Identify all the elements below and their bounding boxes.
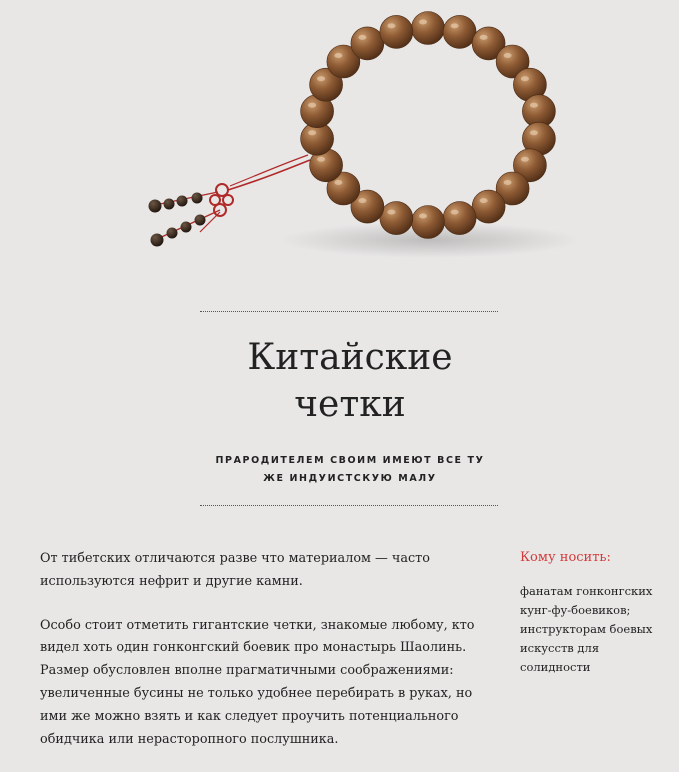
bead-highlight [317, 157, 325, 162]
title-line-1: Китайские [247, 337, 453, 378]
sidebar-heading: Кому носить: [520, 550, 611, 565]
counter-bead [167, 228, 178, 239]
title-line-2: четки [294, 384, 406, 425]
sidebar [520, 548, 670, 677]
cord [230, 155, 308, 186]
bead-highlight [451, 210, 459, 215]
bead-highlight [480, 198, 488, 203]
bead-highlight [387, 23, 395, 28]
bead-highlight [334, 53, 342, 58]
bead [443, 15, 476, 48]
paragraph-2: Особо стоит отметить гигантские четки, знакомые любому, кто видел хоть один гонконгский боевик про монастырь Шаолинь. Размер обусловлен вполне прагматичными соображениями: увеличенные бусины не только удобнее перебирать в руках, но ими же можно взять и как следует проучить потенциального обидчика или нерасторопного послушника. [40, 617, 475, 747]
bead-highlight [334, 180, 342, 185]
sidebar-item: фанатам гонконгских кунг-фу-боевиков; [520, 584, 653, 617]
bead-highlight [451, 23, 459, 28]
bead-highlight [419, 20, 427, 25]
bead [380, 202, 413, 235]
bead-highlight [358, 198, 366, 203]
bead [443, 202, 476, 235]
bead [472, 190, 505, 223]
bead [412, 206, 445, 239]
counter-bead [181, 222, 192, 233]
bead-highlight [504, 53, 512, 58]
counter-bead [195, 215, 206, 226]
counter-bead [149, 200, 162, 213]
bead [412, 12, 445, 45]
bead-highlight [480, 35, 488, 40]
bead-highlight [521, 157, 529, 162]
bead-highlight [308, 130, 316, 135]
article-body [40, 548, 480, 772]
bead [351, 27, 384, 60]
bead-highlight [419, 214, 427, 219]
bead-highlight [530, 103, 538, 108]
bead-highlight [358, 35, 366, 40]
sidebar-list [520, 582, 670, 677]
subtitle [195, 452, 505, 488]
bead-highlight [504, 180, 512, 185]
page-title [150, 334, 550, 428]
bead-highlight [308, 103, 316, 108]
subtitle-line-2: ЖЕ ИНДУИСТСКУЮ МАЛУ [263, 473, 437, 484]
paragraph-1: От тибетских отличаются разве что материалом — часто используются нефрит и другие камни. [40, 551, 430, 589]
counter-bead [192, 193, 203, 204]
bead-highlight [521, 76, 529, 81]
bead-ring [301, 12, 556, 239]
bead-highlight [530, 130, 538, 135]
counter-bead [164, 199, 175, 210]
counter-bead [177, 196, 188, 207]
bead-highlight [317, 76, 325, 81]
divider-top [200, 311, 498, 312]
cord [228, 160, 310, 190]
hero-image [0, 0, 679, 300]
sidebar-item: инструкторам боевых искусств для солидности [520, 622, 653, 674]
divider-bottom [200, 505, 498, 506]
prayer-beads-illustration [0, 0, 679, 300]
counter-bead [151, 234, 164, 247]
subtitle-line-1: ПРАРОДИТЕЛЕМ СВОИМ ИМЕЮТ ВСЕ ТУ [215, 455, 485, 466]
bead [380, 15, 413, 48]
bead-highlight [387, 210, 395, 215]
